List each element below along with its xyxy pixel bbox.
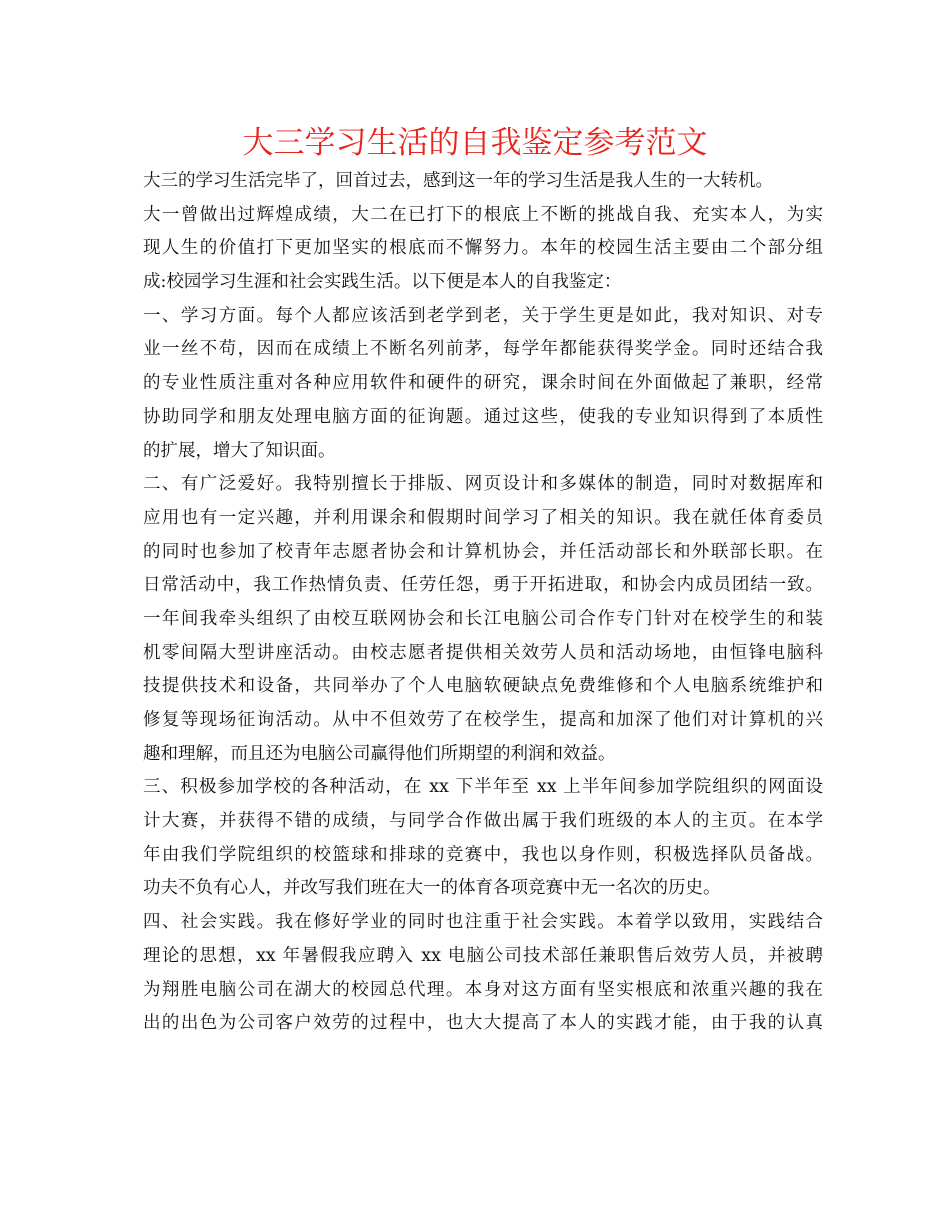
paragraph-line: 机零间隔大型讲座活动。由校志愿者提供相关效劳人员和活动场地，由恒锋电脑科 xyxy=(143,642,823,663)
paragraph-line: 功夫不负有心人，并改写我们班在大一的体育各项竞赛中无一名次的历史。 xyxy=(143,878,721,899)
paragraph-line: 出的出色为公司客户效劳的过程中，也大大提高了本人的实践才能，由于我的认真 xyxy=(143,1013,823,1034)
paragraph-line: 大三的学习生活完毕了，回首过去，感到这一年的学习生活是我人生的一大转机。 xyxy=(143,171,773,191)
paragraph-line: 应用也有一定兴趣，并利用课余和假期时间学习了相关的知识。我在就任体育委员 xyxy=(143,507,823,528)
paragraph-line: 年由我们学院组织的校篮球和排球的竞赛中，我也以身作则，积极选择队员备战。 xyxy=(143,844,823,865)
paragraph-line: 日常活动中，我工作热情负责、任劳任怨，勇于开拓进取，和协会内成员团结一致。 xyxy=(143,575,823,596)
paragraph-line: 的同时也参加了校青年志愿者协会和计算机协会，并任活动部长和外联部长职。在 xyxy=(143,541,823,562)
paragraph-line: 一年间我牵头组织了由校互联网协会和长江电脑公司合作专门针对在校学生的和装 xyxy=(143,608,823,629)
paragraph-line: 现人生的价值打下更加坚实的根底而不懈努力。本年的校园生活主要由二个部分组 xyxy=(143,238,823,259)
document-title: 大三学习生活的自我鉴定参考范文 xyxy=(242,125,708,161)
paragraph-line: 的专业性质注重对各种应用软件和硬件的研究，课余时间在外面做起了兼职，经常 xyxy=(143,373,823,394)
paragraph-line: 计大赛，并获得不错的成绩，与同学合作做出属于我们班级的本人的主页。在本学 xyxy=(143,811,823,832)
paragraph-line: 大一曾做出过辉煌成绩，大二在已打下的根底上不断的挑战自我、充实本人，为实 xyxy=(143,204,823,225)
paragraph-line: 的扩展，增大了知识面。 xyxy=(143,440,336,461)
document-body xyxy=(143,165,823,1041)
paragraph-line: 协助同学和朋友处理电脑方面的征询题。通过这些，使我的专业知识得到了本质性 xyxy=(143,406,823,427)
paragraph-line: 成:校园学习生涯和社会实践生活。以下便是本人的自我鉴定： xyxy=(143,272,622,293)
paragraph-line: 四、社会实践。我在修好学业的同时也注重于社会实践。本着学以致用，实践结合 xyxy=(143,912,823,933)
paragraph-line: 为翔胜电脑公司在湖大的校园总代理。本身对这方面有坚实根底和浓重兴趣的我在 xyxy=(143,979,823,1000)
paragraph-line: 三、积极参加学校的各种活动，在 xx 下半年至 xx 上半年间参加学院组织的网面设 xyxy=(143,777,823,798)
paragraph-line: 修复等现场征询活动。从中不但效劳了在校学生，提高和加深了他们对计算机的兴 xyxy=(143,710,823,730)
paragraph-line: 趣和理解，而且还为电脑公司赢得他们所期望的利润和效益。 xyxy=(143,743,616,764)
paragraph-line: 二、有广泛爱好。我特别擅长于排版、网页设计和多媒体的制造，同时对数据库和 xyxy=(143,474,823,495)
paragraph-line: 技提供技术和设备，共同举办了个人电脑软硬缺点免费维修和个人电脑系统维护和 xyxy=(143,676,823,697)
paragraph-line: 理论的思想，xx 年暑假我应聘入 xx 电脑公司技术部任兼职售后效劳人员，并被聘 xyxy=(143,945,823,966)
paragraph-line: 业一丝不苟，因而在成绩上不断名列前茅，每学年都能获得奖学金。同时还结合我 xyxy=(143,339,823,360)
paragraph-line: 一、学习方面。每个人都应该活到老学到老，关于学生更是如此，我对知识、对专 xyxy=(143,305,823,326)
